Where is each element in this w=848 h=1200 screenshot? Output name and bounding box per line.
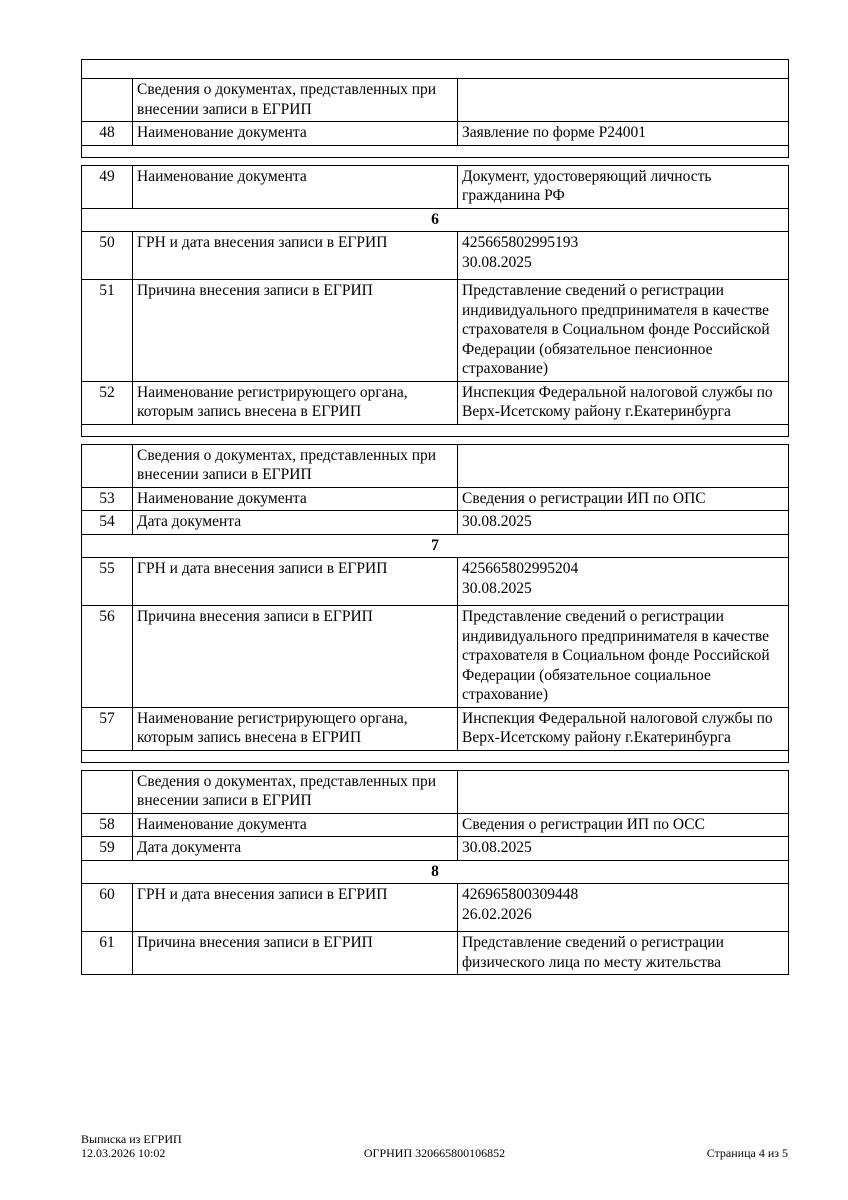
section-number: 7	[82, 534, 789, 558]
grn-number: 426965800309448	[462, 886, 579, 903]
row-value	[458, 884, 789, 932]
row-number: 49	[82, 165, 133, 208]
table-row	[82, 884, 789, 932]
spacer-row	[82, 60, 789, 79]
row-label: Наименование документа	[133, 122, 458, 146]
row-label: Дата документа	[133, 511, 458, 535]
row-value: Представление сведений о регистрации индивидуального предпринимателя в качестве страхователя в Социальном фонде Российской Федерации (обязательное пенсионное страхование)	[458, 280, 789, 382]
footer-datetime: 12.03.2026 10:02	[81, 1145, 166, 1160]
row-label: Наименование документа	[133, 813, 458, 837]
grn-number: 425665802995204	[462, 560, 579, 577]
grn-number: 425665802995193	[462, 234, 579, 251]
spacer-row	[82, 750, 789, 762]
table-row	[82, 165, 789, 208]
row-label: Причина внесения записи в ЕГРИП	[133, 932, 458, 975]
table-block-1	[81, 59, 789, 158]
footer-page-number: Страница 4 из 5	[706, 1145, 789, 1160]
row-number: 50	[82, 232, 133, 280]
empty-value-cell	[458, 444, 789, 487]
row-label: Причина внесения записи в ЕГРИП	[133, 606, 458, 708]
row-label: Наименование документа	[133, 487, 458, 511]
row-value: Представление сведений о регистрации индивидуального предпринимателя в качестве страхователя в Социальном фонде Российской Федерации (обязательное социальное страхование)	[458, 606, 789, 708]
table-block-3	[81, 444, 789, 763]
table-row	[82, 487, 789, 511]
table-row	[82, 606, 789, 708]
row-number: 59	[82, 837, 133, 861]
empty-value-cell	[458, 770, 789, 813]
row-label: Наименование регистрирующего органа, которым запись внесена в ЕГРИП	[133, 381, 458, 424]
row-number: 58	[82, 813, 133, 837]
document-content	[81, 59, 791, 982]
row-value: Заявление по форме Р24001	[458, 122, 789, 146]
row-value: 30.08.2025	[458, 837, 789, 861]
table-block-2	[81, 165, 789, 437]
row-value: Представление сведений о регистрации физического лица по месту жительства	[458, 932, 789, 975]
documents-header-label: Сведения о документах, представленных при внесении записи в ЕГРИП	[133, 770, 458, 813]
empty-number-cell	[82, 770, 133, 813]
table-row	[82, 280, 789, 382]
documents-header-label: Сведения о документах, представленных при внесении записи в ЕГРИП	[133, 79, 458, 122]
table-row	[82, 511, 789, 535]
documents-header-row	[82, 770, 789, 813]
row-label: Причина внесения записи в ЕГРИП	[133, 280, 458, 382]
table-block-4	[81, 770, 789, 976]
row-number: 60	[82, 884, 133, 932]
empty-cell	[82, 750, 789, 762]
table-row	[82, 932, 789, 975]
row-number: 54	[82, 511, 133, 535]
row-number: 53	[82, 487, 133, 511]
row-label: ГРН и дата внесения записи в ЕГРИП	[133, 884, 458, 932]
footer-left	[81, 1133, 317, 1160]
table-row	[82, 837, 789, 861]
row-label: ГРН и дата внесения записи в ЕГРИП	[133, 558, 458, 606]
spacer-row	[82, 145, 789, 157]
table-row	[82, 707, 789, 750]
documents-header-row	[82, 79, 789, 122]
footer-doc-type: Выписка из ЕГРИП	[81, 1132, 182, 1146]
row-value	[458, 558, 789, 606]
section-header-row	[82, 860, 789, 884]
row-number: 57	[82, 707, 133, 750]
row-value: Документ, удостоверяющий личность гражданина РФ	[458, 165, 789, 208]
page-footer	[81, 1133, 788, 1160]
documents-header-label: Сведения о документах, представленных при внесении записи в ЕГРИП	[133, 444, 458, 487]
record-date: 30.08.2025	[462, 579, 532, 597]
row-value: Инспекция Федеральной налоговой службы по Верх-Исетскому району г.Екатеринбурга	[458, 707, 789, 750]
row-number: 56	[82, 606, 133, 708]
spacer-row	[82, 424, 789, 436]
documents-header-row	[82, 444, 789, 487]
table-row	[82, 232, 789, 280]
section-header-row	[82, 534, 789, 558]
table-row	[82, 122, 789, 146]
table-row	[82, 813, 789, 837]
section-header-row	[82, 208, 789, 232]
row-number: 51	[82, 280, 133, 382]
row-value: Сведения о регистрации ИП по ОСС	[458, 813, 789, 837]
record-date: 30.08.2025	[462, 253, 532, 271]
row-label: ГРН и дата внесения записи в ЕГРИП	[133, 232, 458, 280]
row-label: Наименование документа	[133, 165, 458, 208]
table-row	[82, 381, 789, 424]
row-label: Дата документа	[133, 837, 458, 861]
empty-cell	[82, 424, 789, 436]
section-number: 8	[82, 860, 789, 884]
row-value: Сведения о регистрации ИП по ОПС	[458, 487, 789, 511]
empty-value-cell	[458, 79, 789, 122]
record-date: 26.02.2026	[462, 905, 532, 923]
table-row	[82, 558, 789, 606]
empty-number-cell	[82, 79, 133, 122]
row-label: Наименование регистрирующего органа, которым запись внесена в ЕГРИП	[133, 707, 458, 750]
empty-number-cell	[82, 444, 133, 487]
row-number: 52	[82, 381, 133, 424]
section-number: 6	[82, 208, 789, 232]
row-number: 55	[82, 558, 133, 606]
empty-cell	[82, 145, 789, 157]
row-value: Инспекция Федеральной налоговой службы по Верх-Исетскому району г.Екатеринбурга	[458, 381, 789, 424]
row-number: 61	[82, 932, 133, 975]
row-value: 30.08.2025	[458, 511, 789, 535]
row-value	[458, 232, 789, 280]
footer-ogrnip: ОГРНИП 320665800106852	[363, 1145, 506, 1160]
row-number: 48	[82, 122, 133, 146]
empty-cell	[82, 60, 789, 79]
